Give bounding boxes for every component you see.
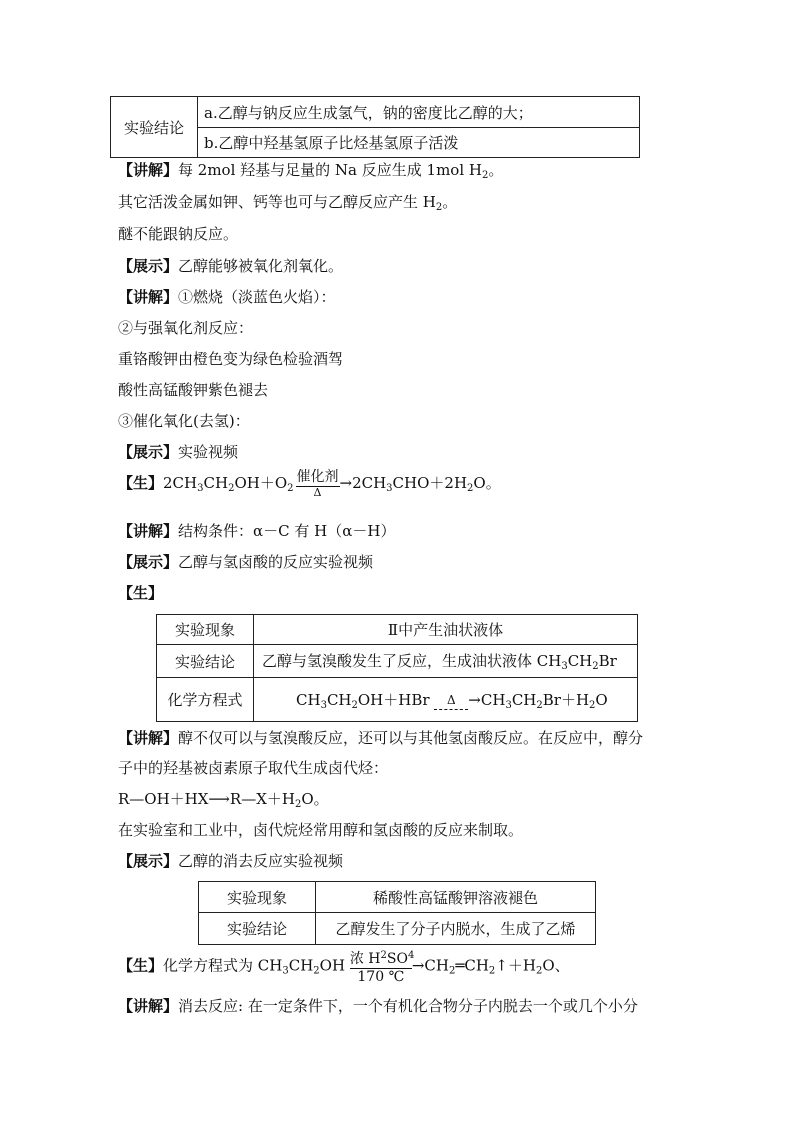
tag: 【展示】 (118, 443, 179, 461)
subscript: 3 (561, 661, 568, 672)
tag: 【展示】 (118, 257, 179, 275)
text: 其它活泼金属如钾、钙等也可与乙醇反应产生 H (118, 193, 436, 211)
formula: ═CH (455, 956, 489, 975)
line-explain-4 (118, 728, 643, 748)
superscript: 2 (380, 950, 387, 961)
condition-heat: Δ (446, 692, 456, 707)
tag: 【生】 (118, 474, 164, 492)
line-6: ②与强氧化剂反应： (118, 319, 254, 337)
line-student: 【生】 (118, 584, 164, 602)
formula: CH (296, 690, 321, 709)
text: 每 2mol 羟基与足量的 Na 反应生成 1mol H (178, 161, 482, 179)
text: 浓 H (349, 951, 381, 967)
reaction-condition (434, 692, 468, 710)
subscript: 2 (435, 202, 443, 213)
text: Br (598, 652, 617, 670)
line-explain-2 (118, 287, 336, 307)
subscript: 2 (228, 483, 235, 494)
tag: 【讲解】 (118, 729, 179, 747)
subscript: 2 (313, 965, 320, 977)
subscript: 3 (320, 699, 327, 711)
table3-r1-label: 实验现象 (199, 882, 316, 913)
text: CH (567, 652, 593, 670)
text: 乙醇与氢溴酸发生了反应，生成油状液体 CH (262, 652, 562, 670)
subscript: 2 (536, 699, 543, 711)
tag: 【讲解】 (118, 161, 179, 179)
condition-catalyst: 催化剂 (296, 469, 339, 485)
formula: CH (288, 956, 314, 975)
table3-r2-value: 乙醇发生了分子内脱水，生成了乙烯 (316, 913, 596, 945)
formula: CHO＋2H (392, 474, 468, 492)
formula: 2CH (163, 474, 198, 492)
subscript: 2 (481, 170, 489, 181)
superscript: 4 (407, 950, 415, 961)
line-show-3 (118, 552, 373, 572)
subscript: 2 (467, 483, 474, 494)
line-explain-1 (118, 160, 503, 186)
subscript: 2 (448, 965, 456, 977)
elimination-table (198, 881, 596, 945)
line-3: 醚不能跟钠反应。 (118, 225, 239, 243)
table2-r2-label: 实验结论 (157, 645, 254, 678)
subscript: 2 (488, 965, 496, 977)
formula: OH＋O (234, 474, 288, 492)
table2-r3-equation (254, 678, 638, 722)
text: 乙醇与氢卤酸的反应实验视频 (178, 553, 374, 571)
formula: →CH (411, 956, 449, 975)
table3-r1-value: 稀酸性高锰酸钾溶液褪色 (316, 882, 596, 913)
table2-r1-label: 实验现象 (157, 615, 254, 645)
formula: →2CH (339, 474, 387, 492)
line-show-4 (118, 851, 343, 871)
formula: 化学方程式为 CH (163, 956, 283, 975)
subscript: 2 (592, 661, 599, 672)
line-9: ③催化氧化(去氢)： (118, 412, 250, 430)
line-16: 子中的羟基被卤素原子取代生成卤代烃： (118, 759, 389, 777)
text: ①燃烧（淡蓝色火焰）： (178, 288, 336, 306)
text: 乙醇的消去反应实验视频 (178, 852, 344, 870)
text: 消去反应: 在一定条件下，一个有机化合物分子内脱去一个或几个小分 (178, 997, 638, 1015)
line-7: 重铬酸钾由橙色变为绿色检验酒驾 (118, 350, 344, 368)
text: 实验视频 (178, 443, 239, 461)
formula: OH＋HBr (357, 690, 435, 709)
formula: OH (319, 956, 350, 975)
subscript: 2 (535, 965, 543, 977)
formula: CH (326, 690, 352, 709)
formula: Br＋H (542, 690, 590, 709)
tag: 【讲解】 (118, 288, 179, 306)
formula: O (595, 690, 608, 709)
table1-label: 实验结论 (111, 97, 198, 158)
tag: 【展示】 (118, 553, 179, 571)
line-show-1 (118, 256, 343, 276)
line-17 (118, 789, 329, 815)
line-2 (118, 192, 457, 218)
text: 结构条件：α－C 有 H（α－H） (178, 522, 396, 540)
line-18: 在实验室和工业中，卤代烷烃常用醇和氢卤酸的反应来制取。 (118, 821, 524, 839)
table2-r2-value (254, 645, 638, 678)
text: 乙醇能够被氧化剂氧化。 (178, 257, 344, 275)
formula: CH (511, 690, 537, 709)
subscript: 3 (282, 965, 289, 977)
formula: →CH (468, 690, 506, 709)
subscript: 2 (287, 483, 294, 494)
line-explain-5 (118, 996, 638, 1016)
table3-r2-label: 实验结论 (199, 913, 316, 945)
equation-elimination (118, 948, 570, 987)
subscript: 3 (505, 699, 512, 711)
table1-row-b: b.乙醇中羟基氢原子比烃基氢原子活泼 (198, 128, 640, 158)
subscript: 3 (197, 483, 204, 494)
formula: R—OH＋HX⟶R—X＋H (118, 790, 295, 808)
formula: CH (203, 474, 229, 492)
text: 。 (442, 193, 458, 211)
subscript: 2 (295, 799, 302, 810)
subscript: 2 (589, 699, 596, 711)
tag: 【讲解】 (118, 522, 179, 540)
equation-oxidation (118, 468, 501, 504)
condition-temperature: 170 ℃ (357, 969, 405, 985)
tag: 【展示】 (118, 852, 179, 870)
reaction-condition (349, 948, 415, 985)
text: 醇不仅可以与氢溴酸反应，还可以与其他氢卤酸反应。在反应中，醇分 (178, 729, 644, 747)
condition-heat: Δ (313, 486, 322, 499)
conclusion-table (110, 96, 640, 158)
formula: O。 (473, 474, 501, 492)
formula: O、 (542, 956, 570, 975)
text: SO (386, 951, 408, 967)
line-explain-3 (118, 521, 395, 541)
hydrohalic-table (156, 614, 638, 722)
subscript: 3 (386, 483, 393, 494)
reaction-condition (296, 469, 340, 499)
subscript: 2 (351, 699, 358, 711)
tag: 【讲解】 (118, 997, 179, 1015)
line-8: 酸性高锰酸钾紫色褪去 (118, 381, 269, 399)
formula: O。 (301, 790, 329, 808)
tag: 【生】 (118, 956, 164, 975)
table2-r3-label: 化学方程式 (157, 678, 254, 722)
table1-row-a: a.乙醇与钠反应生成氢气，钠的密度比乙醇的大； (198, 97, 640, 128)
line-show-2 (118, 442, 238, 462)
formula: ↑＋H (495, 956, 536, 975)
condition-acid (349, 948, 415, 967)
table2-r1-value: Ⅱ中产生油状液体 (254, 615, 638, 645)
arrow-bar (434, 709, 468, 710)
text: 。 (488, 161, 504, 179)
